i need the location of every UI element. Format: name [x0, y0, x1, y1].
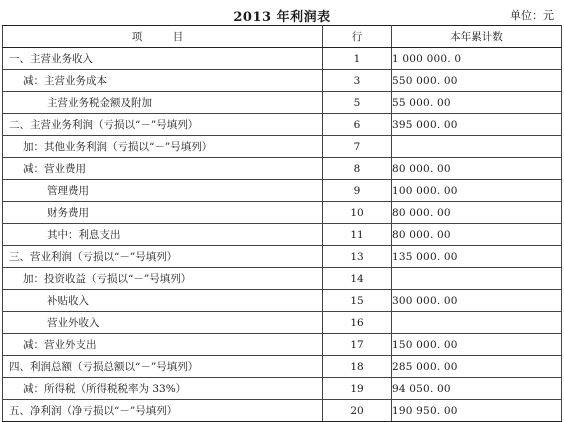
row-line-number: 11 — [323, 224, 392, 246]
row-ytd-amount: 94 050. 00 — [392, 378, 562, 400]
row-item-label: 其中：利息支出 — [3, 224, 323, 246]
row-line-number: 20 — [323, 400, 392, 422]
column-header-line-number: 行 — [323, 26, 392, 48]
row-ytd-amount: 395 000. 00 — [392, 114, 562, 136]
table-row — [3, 136, 562, 158]
table-row — [3, 92, 562, 114]
column-header-item: 项 目 — [3, 26, 323, 48]
table-row — [3, 114, 562, 136]
row-ytd-amount — [392, 268, 562, 290]
row-ytd-amount: 300 000. 00 — [392, 290, 562, 312]
table-row — [3, 268, 562, 290]
currency-unit-label: 单位：元 — [510, 9, 554, 22]
row-item-label: 一、主营业务收入 — [3, 48, 323, 70]
table-row — [3, 290, 562, 312]
table-row — [3, 202, 562, 224]
row-line-number: 18 — [323, 356, 392, 378]
row-item-label: 加：投资收益（亏损以“－”号填列） — [3, 268, 323, 290]
row-item-label: 管理费用 — [3, 180, 323, 202]
row-item-label: 减：营业费用 — [3, 158, 323, 180]
table-header-row — [3, 26, 562, 48]
row-line-number: 7 — [323, 136, 392, 158]
table-row — [3, 312, 562, 334]
row-item-label: 补贴收入 — [3, 290, 323, 312]
row-line-number: 3 — [323, 70, 392, 92]
row-item-label: 减：营业外支出 — [3, 334, 323, 356]
table-row — [3, 48, 562, 70]
row-line-number: 9 — [323, 180, 392, 202]
row-line-number: 16 — [323, 312, 392, 334]
row-ytd-amount: 150 000. 00 — [392, 334, 562, 356]
row-ytd-amount: 1 000 000. 0 — [392, 48, 562, 70]
row-item-label: 营业外收入 — [3, 312, 323, 334]
row-item-label: 加：其他业务利润（亏损以“－”号填列） — [3, 136, 323, 158]
income-statement-table — [2, 25, 562, 422]
row-line-number: 13 — [323, 246, 392, 268]
table-row — [3, 356, 562, 378]
row-item-label: 三、营业利润（亏损以“－”号填列） — [3, 246, 323, 268]
row-line-number: 15 — [323, 290, 392, 312]
table-row — [3, 334, 562, 356]
statement-header — [0, 0, 564, 24]
row-item-label: 减：所得税（所得税税率为 33%） — [3, 378, 323, 400]
row-line-number: 19 — [323, 378, 392, 400]
row-item-label: 五、净利润（净亏损以“－”号填列） — [3, 400, 323, 422]
table-row — [3, 246, 562, 268]
row-ytd-amount: 80 000. 00 — [392, 224, 562, 246]
row-item-label: 减：主营业务成本 — [3, 70, 323, 92]
table-row — [3, 400, 562, 422]
row-ytd-amount: 190 950. 00 — [392, 400, 562, 422]
row-line-number: 14 — [323, 268, 392, 290]
row-ytd-amount: 285 000. 00 — [392, 356, 562, 378]
row-ytd-amount: 135 000. 00 — [392, 246, 562, 268]
row-line-number: 5 — [323, 92, 392, 114]
row-ytd-amount: 55 000. 00 — [392, 92, 562, 114]
table-row — [3, 224, 562, 246]
table-row — [3, 70, 562, 92]
row-line-number: 1 — [323, 48, 392, 70]
row-line-number: 17 — [323, 334, 392, 356]
row-item-label: 四、利润总额（亏损总额以“－”号填列） — [3, 356, 323, 378]
row-ytd-amount: 100 000. 00 — [392, 180, 562, 202]
table-row — [3, 378, 562, 400]
row-line-number: 8 — [323, 158, 392, 180]
table-row — [3, 158, 562, 180]
row-item-label: 财务费用 — [3, 202, 323, 224]
statement-title: 2013 年利润表 — [233, 10, 331, 25]
row-ytd-amount: 550 000. 00 — [392, 70, 562, 92]
row-line-number: 10 — [323, 202, 392, 224]
row-ytd-amount: 80 000. 00 — [392, 202, 562, 224]
row-ytd-amount — [392, 136, 562, 158]
row-line-number: 6 — [323, 114, 392, 136]
row-ytd-amount: 80 000. 00 — [392, 158, 562, 180]
row-item-label: 二、主营业务利润（亏损以“－”号填列） — [3, 114, 323, 136]
row-ytd-amount — [392, 312, 562, 334]
row-item-label: 主营业务税金额及附加 — [3, 92, 323, 114]
table-row — [3, 180, 562, 202]
column-header-ytd-amount: 本年累计数 — [392, 26, 562, 48]
